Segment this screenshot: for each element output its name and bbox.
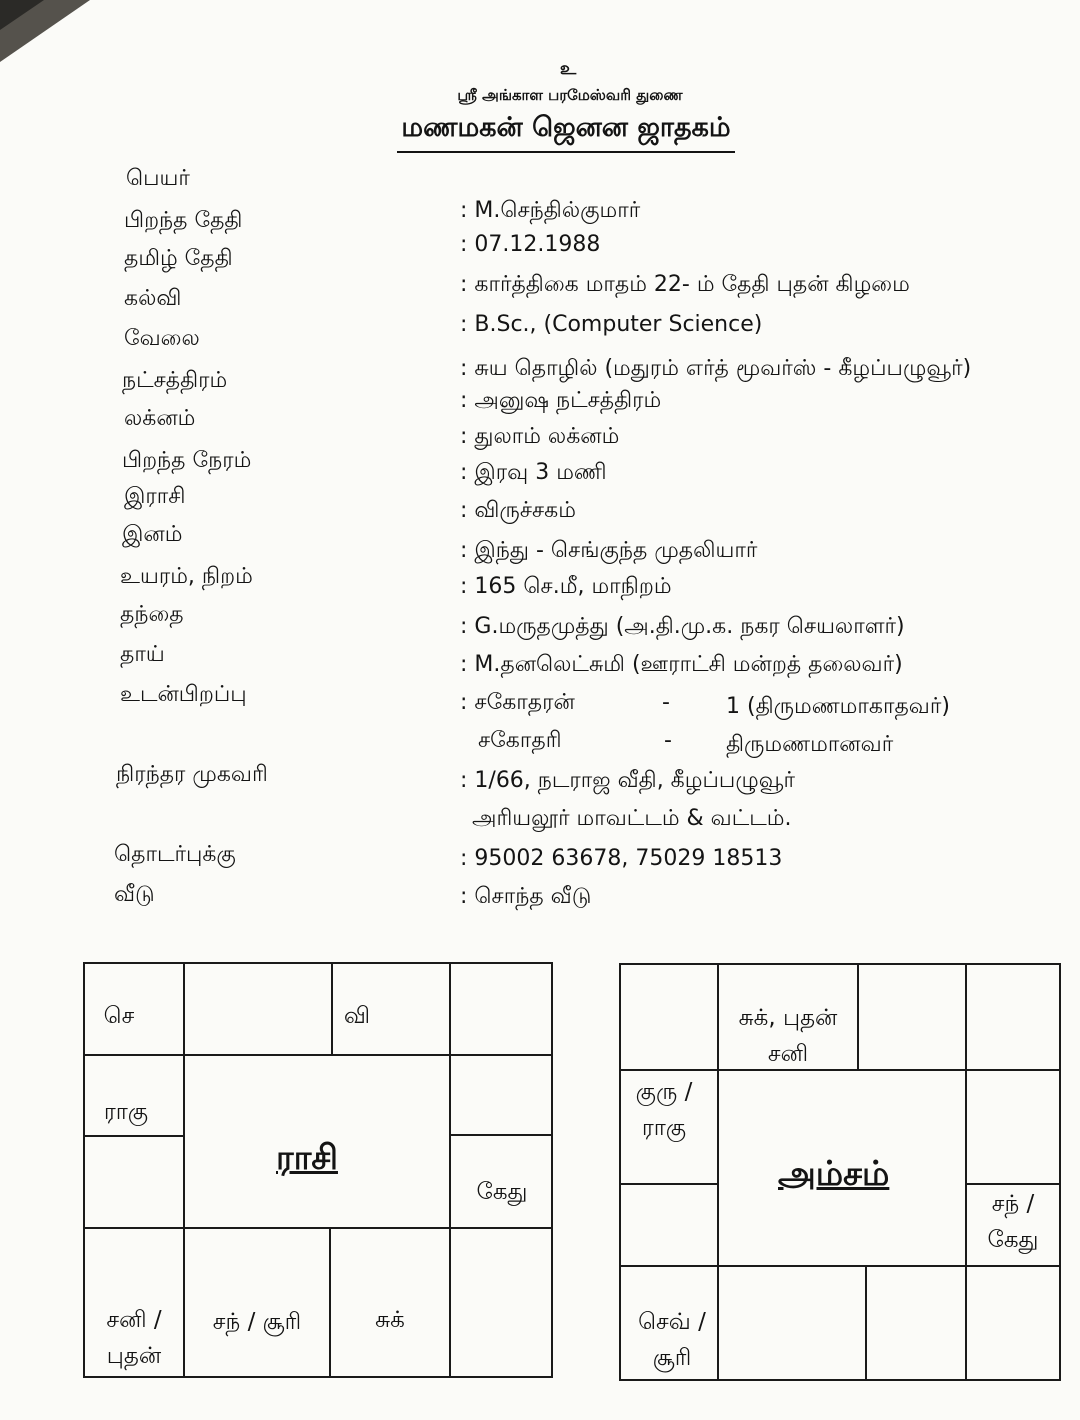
value-2: : 07.12.1988	[460, 232, 601, 257]
rasi-cell-simmam: கேது	[476, 1179, 528, 1205]
rasi-cell-thulam: சுக்	[375, 1307, 405, 1333]
label-tamil-date: தமிழ் தேதி	[124, 246, 233, 271]
rasi-cell-kumbam: ராகு	[103, 1099, 149, 1125]
value-8: : இரவு 3 மணி	[460, 460, 607, 485]
sibling-sister-status: திருமணமானவர்	[726, 732, 894, 757]
label-occupation: வேலை	[124, 326, 200, 351]
label-birth-date: பிறந்த தேதி	[124, 208, 243, 233]
blessing-line: ஸ்ரீ அங்காள பரமேஸ்வரி துணை	[457, 86, 683, 104]
sibling-brother-relation: : சகோதரன்	[460, 690, 575, 715]
amsam-cell-simmam: சந் / கேது	[987, 1191, 1039, 1253]
address-line-1: : 1/66, நடராஜ வீதி, கீழப்பழுவூர்	[460, 768, 796, 793]
address-line-2: அரியலூர் மாவட்டம் & வட்டம்.	[472, 806, 792, 831]
value-10: : இந்து - செங்குந்த முதலியார்	[460, 538, 758, 563]
label-father: தந்தை	[120, 602, 184, 627]
label-lagnam: லக்னம்	[124, 406, 196, 431]
label-star: நட்சத்திரம்	[122, 368, 228, 393]
rasi-cell-dhanusu: சனி / புதன்	[106, 1307, 162, 1369]
house-value: : சொந்த வீடு	[460, 884, 592, 909]
sibling-brother-dash: -	[662, 690, 670, 715]
label-community: இனம்	[122, 522, 183, 547]
value-6: : அனுஷ நட்சத்திரம்	[460, 388, 662, 413]
value-1: : M.செந்தில்குமார்	[460, 198, 641, 223]
value-11: : 165 செ.மீ, மாநிறம்	[460, 574, 672, 599]
sibling-sister-dash: -	[664, 728, 672, 753]
sibling-sister-relation: சகோதரி	[478, 728, 562, 753]
sibling-brother-status: 1 (திருமணமாகாதவர்)	[726, 694, 950, 719]
contact-numbers: : 95002 63678, 75029 18513	[460, 846, 783, 871]
label-height-complexion: உயரம், நிறம்	[120, 564, 253, 589]
value-7: : துலாம் லக்னம்	[460, 424, 620, 449]
value-3: : கார்த்திகை மாதம் 22- ம் தேதி புதன் கிழமை	[460, 272, 910, 297]
amsam-chart	[616, 962, 1066, 1384]
document-title-text: மணமகன் ஜெனன ஜாதகம்	[397, 112, 734, 153]
label-name: பெயர்	[126, 166, 190, 191]
rasi-cell-meenam: செ	[103, 1003, 135, 1029]
value-4: : B.Sc., (Computer Science)	[460, 312, 763, 337]
rasi-chart	[76, 962, 556, 1380]
label-siblings: உடன்பிறப்பு	[120, 682, 247, 707]
document-title	[26, 112, 1080, 153]
value-5: : சுய தொழில் (மதுரம் எர்த் மூவர்ஸ் - கீழப்பழுவூர்)	[460, 356, 972, 381]
rasi-cell-viruchigam: சந் / சூரி	[212, 1309, 302, 1335]
amsam-cell-kumbam: குரு / ராகு	[635, 1079, 693, 1141]
label-mother: தாய்	[120, 642, 165, 667]
label-education: கல்வி	[124, 286, 182, 311]
label-birth-time: பிறந்த நேரம்	[122, 448, 252, 473]
value-12: : G.மருதமுத்து (அ.தி.மு.க. நகர செயலாளர்)	[460, 614, 905, 639]
amsam-cell-dhanusu: செவ் / சூரி	[638, 1309, 706, 1371]
rasi-chart-title: ராசி	[276, 1138, 338, 1178]
invocation-symbol: உ	[559, 58, 577, 79]
amsam-cell-mesham: சுக், புதன் சனி	[738, 1005, 838, 1067]
value-13: : M.தனலெட்சுமி (ஊராட்சி மன்றத் தலைவர்)	[460, 652, 903, 677]
value-9: : விருச்சகம்	[460, 498, 576, 523]
label-address: நிரந்தர முகவரி	[116, 762, 268, 787]
page-corner-shadow-dark	[0, 0, 44, 30]
label-rasi: இராசி	[124, 484, 186, 509]
label-contact: தொடர்புக்கு	[114, 842, 236, 867]
amsam-chart-title: அம்சம்	[778, 1154, 890, 1194]
label-house: வீடு	[114, 882, 155, 907]
rasi-cell-rishabam: வி	[343, 1003, 371, 1029]
